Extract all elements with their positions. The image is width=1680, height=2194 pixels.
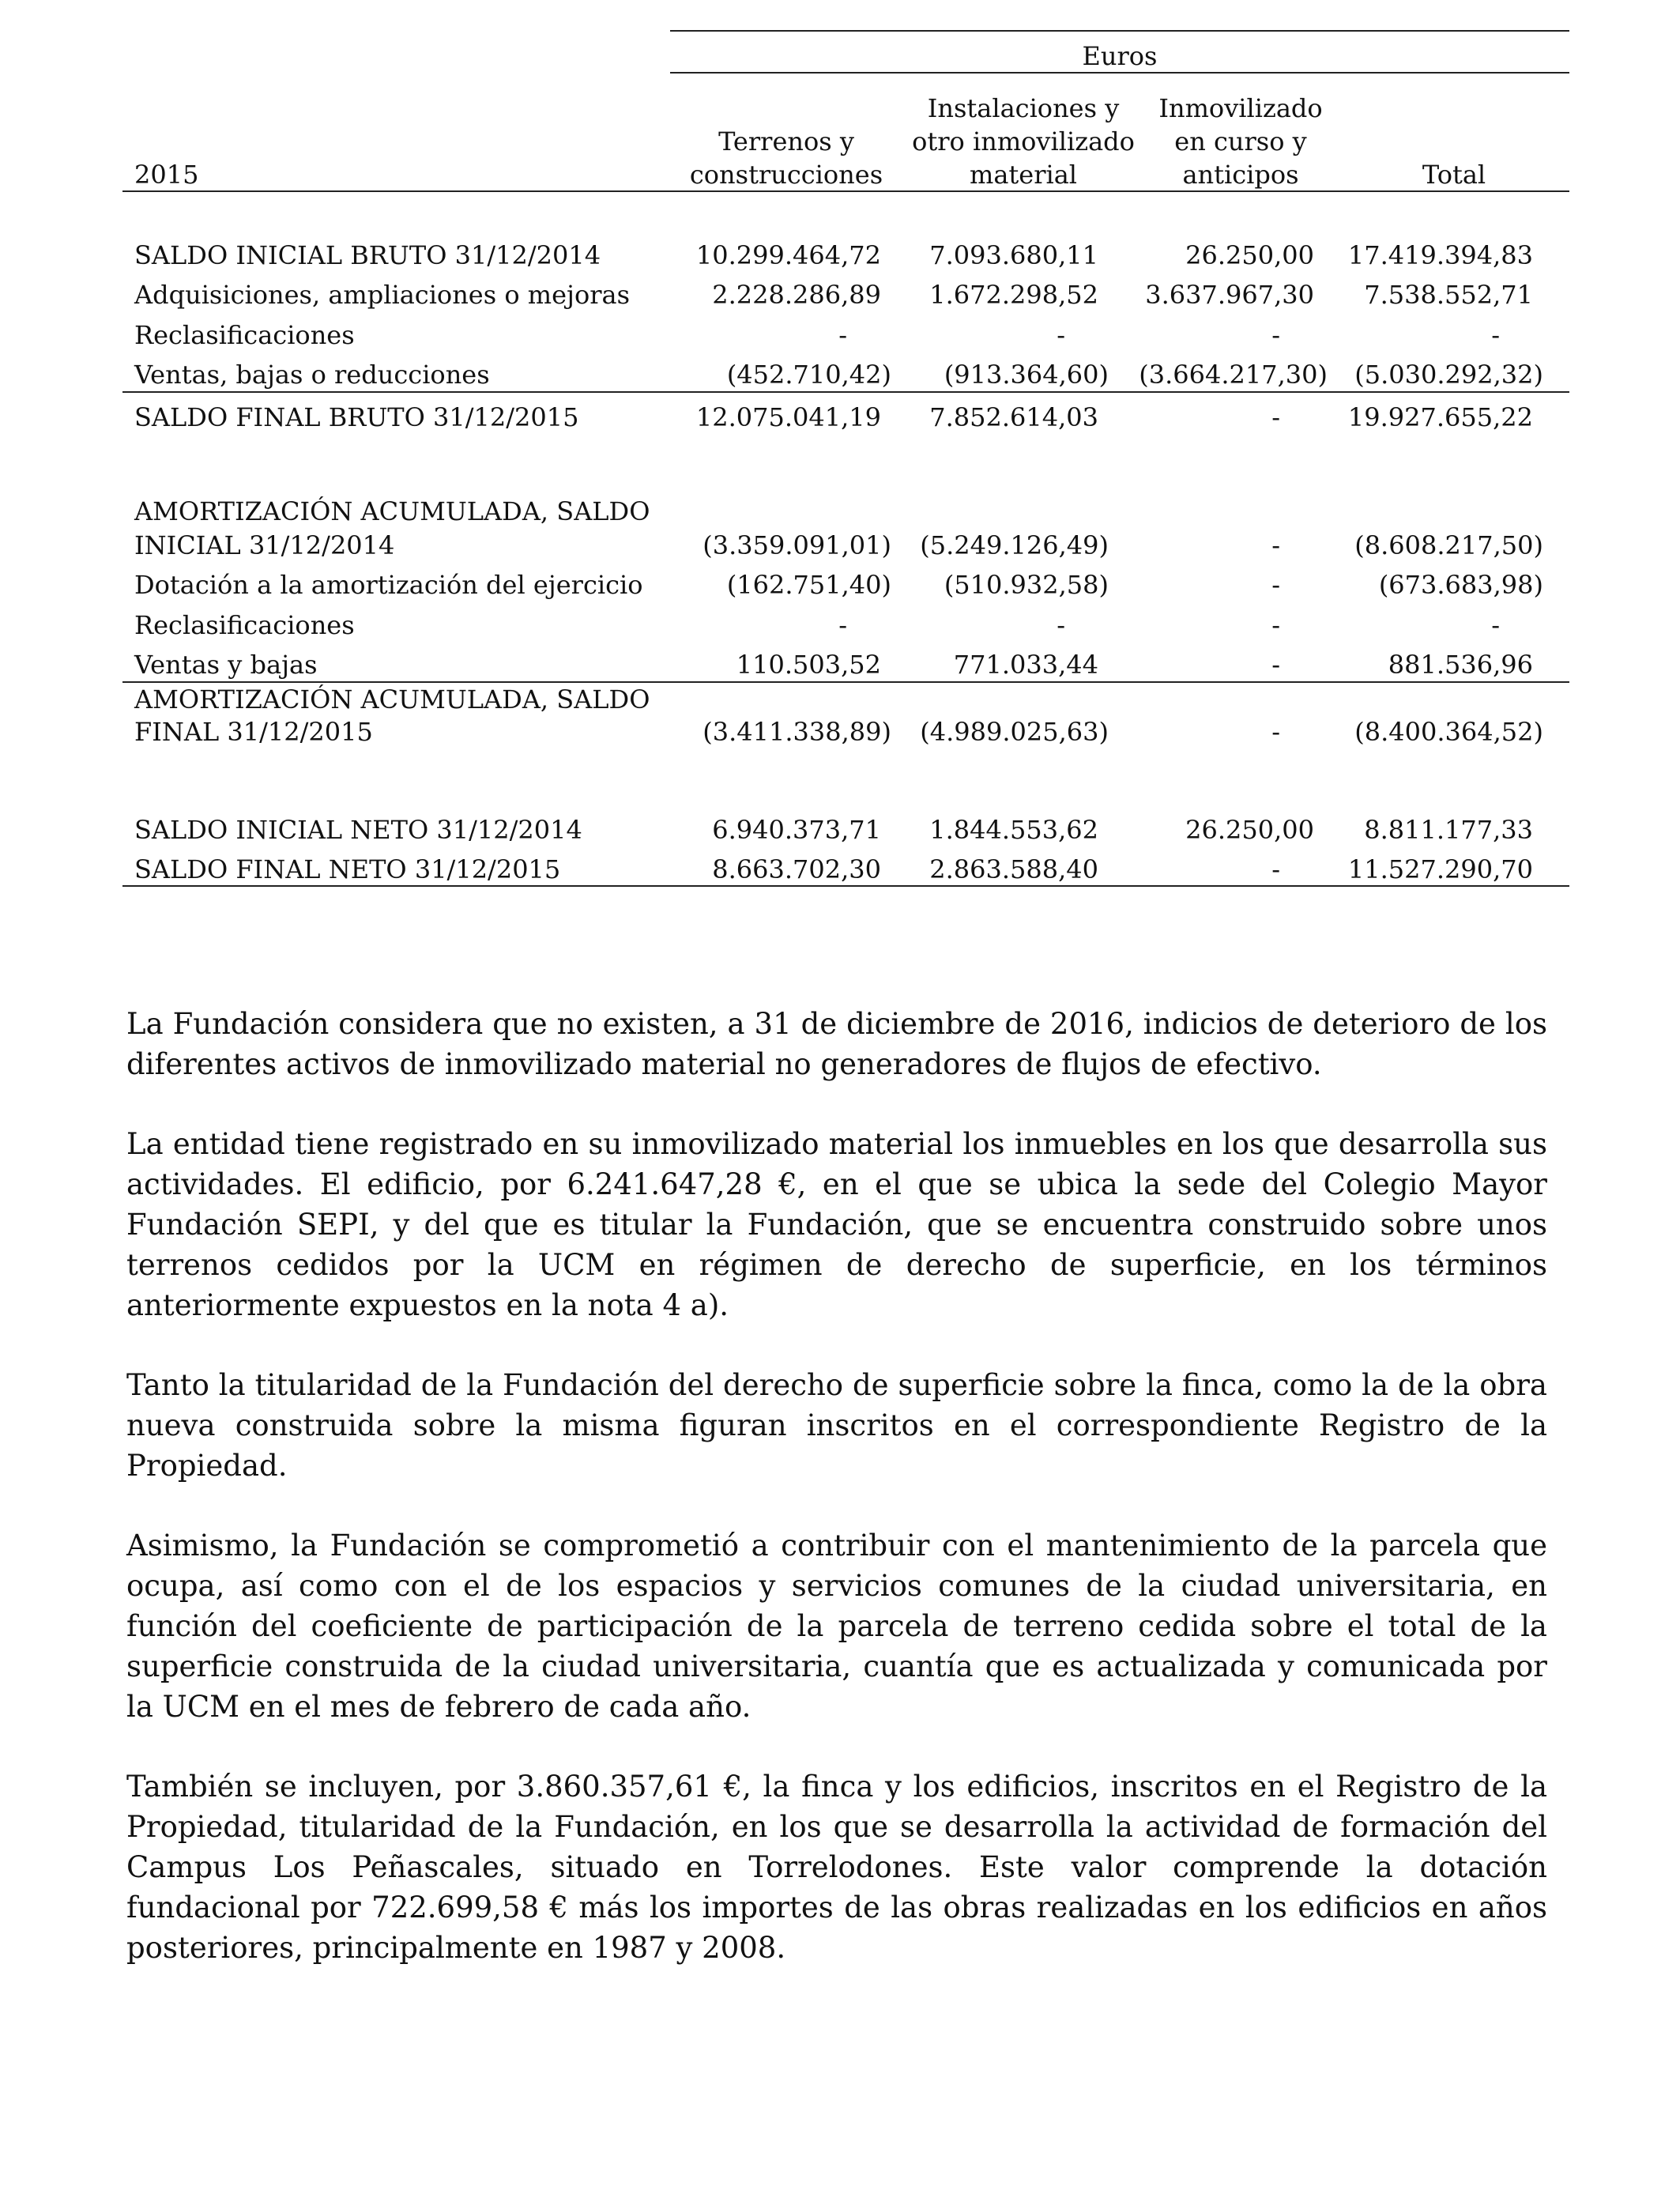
cell-inmovilizado: (3.664.217,30)	[1139, 360, 1328, 390]
row-label: Ventas y bajas	[134, 650, 318, 680]
paragraph-building: La entidad tiene registrado en su inmovilizado material los inmuebles en los que desarrolla sus actividades. El edificio, por 6.241.647,28 €, en el que se ubica la sede del Colegio Mayor Fundación SEPI, y del que es titular la Fundación, que se encuentra construido sobre unos terrenos cedidos por la UCM en régimen de derecho de superficie, en los términos anteriormente expuestos en la nota 4 a).	[126, 1127, 1547, 1322]
col-header-instalaciones-1: Instalaciones y	[927, 93, 1120, 123]
row-label: Reclasificaciones	[134, 320, 355, 350]
cell-total: 7.538.552,71	[1364, 280, 1533, 310]
cell-total: 881.536,96	[1388, 650, 1533, 680]
header-top-rule	[670, 30, 1569, 32]
col-header-inmovilizado-3: anticipos	[1182, 160, 1299, 190]
cell-total: (5.030.292,32)	[1354, 360, 1543, 390]
col-header-total: Total	[1422, 160, 1486, 190]
cell-total: (673.683,98)	[1378, 570, 1543, 600]
cell-terrenos: (452.710,42)	[726, 360, 891, 390]
notes-body	[126, 1004, 1547, 2007]
cell-terrenos: (3.411.338,89)	[703, 717, 891, 747]
euros-header: Euros	[1082, 41, 1158, 71]
cell-inmovilizado: -	[1271, 717, 1280, 747]
col-header-terrenos-1: Terrenos y	[718, 126, 854, 156]
col-header-instalaciones-2: otro inmovilizado	[912, 126, 1135, 156]
cell-instalaciones: 1.844.553,62	[929, 815, 1098, 845]
row-label: Adquisiciones, ampliaciones o mejoras	[134, 280, 631, 310]
cell-total: (8.400.364,52)	[1354, 717, 1543, 747]
cell-instalaciones: (4.989.025,63)	[920, 717, 1109, 747]
cell-terrenos: 2.228.286,89	[712, 280, 881, 310]
cell-inmovilizado: -	[1271, 570, 1280, 600]
cell-terrenos: 12.075.041,19	[695, 402, 881, 432]
col-header-instalaciones-3: material	[969, 160, 1078, 190]
cell-total: 11.527.290,70	[1347, 854, 1533, 884]
row-label: SALDO INICIAL NETO 31/12/2014	[134, 815, 582, 845]
cell-inmovilizado: 3.637.967,30	[1145, 280, 1314, 310]
row-rule	[122, 391, 1569, 393]
paragraph-campus: También se incluyen, por 3.860.357,61 €, la finca y los edificios, inscritos en el Registro de la Propiedad, titularidad de la Fundación, en los que se desarrolla la actividad de formación del Campus Los Peñascales, situado en Torrelodones. Este valor comprende la dotación fundacional por 722.699,58 € más los importes de las obras realizadas en los edificios en años posteriores, principalmente en 1987 y 2008.	[126, 1770, 1547, 1965]
cell-terrenos: -	[838, 320, 847, 350]
row-rule	[122, 681, 1569, 683]
row-label: Ventas, bajas o reducciones	[134, 360, 490, 390]
cell-instalaciones: (913.364,60)	[944, 360, 1109, 390]
header-euros-rule	[670, 72, 1569, 74]
row-label: Dotación a la amortización del ejercicio	[134, 570, 643, 600]
cell-terrenos: (3.359.091,01)	[703, 530, 891, 560]
cell-inmovilizado: -	[1271, 854, 1280, 884]
row-label-cont: INICIAL 31/12/2014	[134, 530, 395, 560]
cell-instalaciones: -	[1057, 610, 1065, 640]
col-header-inmovilizado-1: Inmovilizado	[1158, 93, 1323, 123]
cell-inmovilizado: -	[1271, 402, 1280, 432]
cell-terrenos: 6.940.373,71	[712, 815, 881, 845]
cell-terrenos: -	[838, 610, 847, 640]
row-label: SALDO FINAL NETO 31/12/2015	[134, 854, 561, 884]
cell-inmovilizado: 26.250,00	[1185, 240, 1314, 270]
cell-terrenos: 110.503,52	[736, 650, 881, 680]
paragraph-impairment: La Fundación considera que no existen, a 31 de diciembre de 2016, indicios de deterioro de los diferentes activos de inmovilizado material no generadores de flujos de efectivo.	[126, 1007, 1547, 1081]
row-label: SALDO INICIAL BRUTO 31/12/2014	[134, 240, 601, 270]
cell-instalaciones: 1.672.298,52	[929, 280, 1098, 310]
cell-terrenos: 10.299.464,72	[695, 240, 881, 270]
cell-inmovilizado: -	[1271, 320, 1280, 350]
cell-inmovilizado: -	[1271, 530, 1280, 560]
table-bottom-rule	[122, 885, 1569, 887]
row-label: SALDO FINAL BRUTO 31/12/2015	[134, 402, 579, 432]
row-label: Reclasificaciones	[134, 610, 355, 640]
fixed-assets-table	[0, 0, 1680, 948]
header-bottom-rule	[122, 190, 1569, 192]
cell-instalaciones: (5.249.126,49)	[920, 530, 1109, 560]
row-label-cont: FINAL 31/12/2015	[134, 717, 373, 747]
row-label: AMORTIZACIÓN ACUMULADA, SALDO	[134, 496, 650, 526]
cell-total: -	[1491, 320, 1500, 350]
cell-instalaciones: -	[1057, 320, 1065, 350]
cell-total: -	[1491, 610, 1500, 640]
paragraph-registry: Tanto la titularidad de la Fundación del derecho de superficie sobre la finca, como la de la obra nueva construida sobre la misma figuran inscritos en el correspondiente Registro de la Propiedad.	[126, 1368, 1547, 1483]
col-header-terrenos-2: construcciones	[689, 160, 883, 190]
cell-total: (8.608.217,50)	[1354, 530, 1543, 560]
row-label: AMORTIZACIÓN ACUMULADA, SALDO	[134, 684, 650, 714]
cell-inmovilizado: -	[1271, 650, 1280, 680]
cell-inmovilizado: -	[1271, 610, 1280, 640]
cell-total: 19.927.655,22	[1347, 402, 1533, 432]
cell-instalaciones: (510.932,58)	[944, 570, 1109, 600]
cell-inmovilizado: 26.250,00	[1185, 815, 1314, 845]
cell-instalaciones: 771.033,44	[953, 650, 1098, 680]
cell-terrenos: (162.751,40)	[726, 570, 891, 600]
cell-instalaciones: 7.093.680,11	[929, 240, 1098, 270]
cell-total: 8.811.177,33	[1364, 815, 1533, 845]
cell-instalaciones: 7.852.614,03	[929, 402, 1098, 432]
cell-terrenos: 8.663.702,30	[712, 854, 881, 884]
paragraph-maintenance: Asimismo, la Fundación se comprometió a contribuir con el mantenimiento de la parcela que ocupa, así como con el de los espacios y servicios comunes de la ciudad universitaria, en función del coeficiente de participación de la parcela de terreno cedida sobre el total de la superficie construida de la ciudad universitaria, cuantía que es actualizada y comunicada por la UCM en el mes de febrero de cada año.	[126, 1529, 1547, 1724]
cell-total: 17.419.394,83	[1347, 240, 1533, 270]
cell-instalaciones: 2.863.588,40	[929, 854, 1098, 884]
col-header-inmovilizado-2: en curso y	[1174, 126, 1307, 156]
year-label: 2015	[134, 160, 199, 190]
